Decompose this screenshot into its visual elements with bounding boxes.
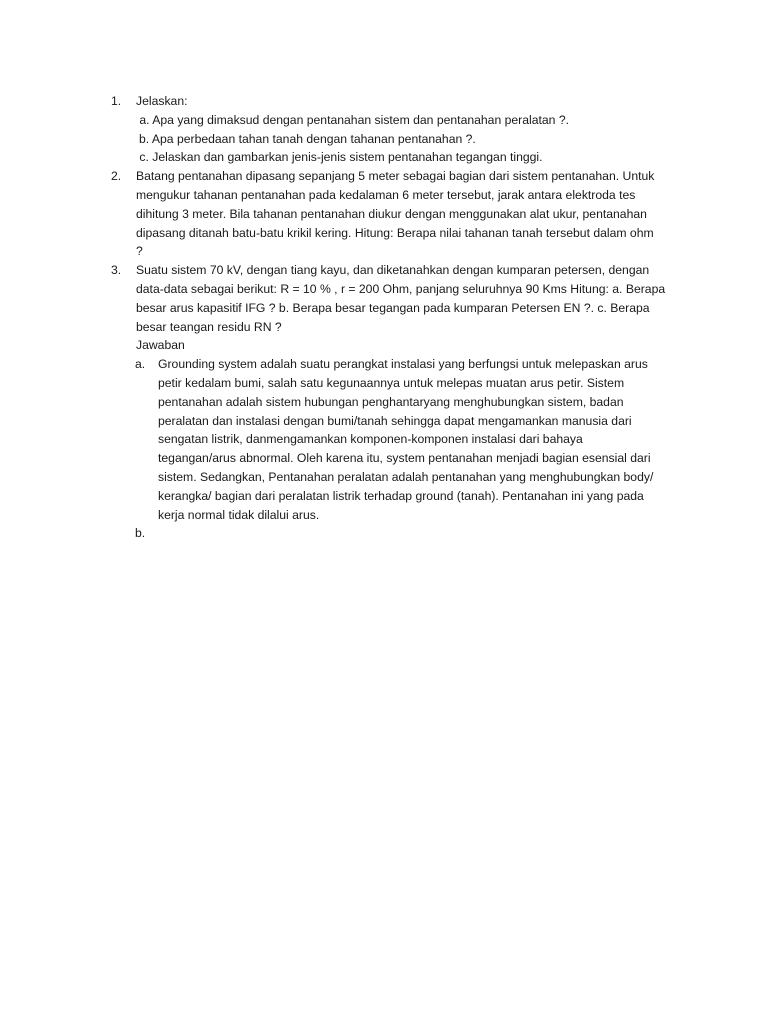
text-line: dipasang ditanah batu-batu krikil kering. Hitung: Berapa nilai tahanan tanah tersebut dalam ohm	[136, 225, 654, 240]
text-line: tegangan/arus abnormal. Oleh karena itu, system pentanahan menjadi bagian esensial dari	[158, 451, 651, 466]
sub-question-a: a. Apa yang dimaksud dengan pentanahan sistem dan pentanahan peralatan ?.	[136, 112, 569, 127]
text-line: Suatu sistem 70 kV, dengan tiang kayu, dan diketanahkan dengan kumparan petersen, dengan	[136, 263, 650, 278]
answer-a	[135, 355, 678, 524]
answer-letter: b.	[135, 526, 146, 541]
document-body	[0, 92, 768, 543]
answer-text	[158, 355, 678, 524]
text-line: pentanahan adalah sistem hubungan penghantaryang menghubungkan sistem, badan	[158, 394, 624, 409]
text-line: Grounding system adalah suatu perangkat instalasi yang berfungsi untuk melepaskan arus	[158, 357, 648, 372]
text-line: ?	[136, 244, 143, 259]
question-text	[136, 167, 678, 261]
text-line: petir kedalam bumi, salah satu kegunaannya untuk melepas muatan arus petir. Sistem	[158, 375, 625, 390]
sub-question-c: c. Jelaskan dan gambarkan jenis-jenis sistem pentanahan tegangan tinggi.	[136, 150, 543, 165]
question-text	[136, 92, 678, 111]
text-line: data-data sebagai berikut: R = 10 % , r = 200 Ohm, panjang seluruhnya 90 Kms Hitung: a. Berapa	[136, 281, 666, 296]
text-line: besar teangan residu RN ?	[136, 319, 282, 334]
text-line: besar arus kapasitif IFG ? b. Berapa besar tegangan pada kumparan Petersen EN ?. c. Berapa	[136, 300, 650, 315]
question-number: 1.	[111, 94, 122, 108]
question-2	[111, 167, 678, 261]
question-1	[111, 92, 678, 111]
answer-text	[158, 524, 678, 543]
question-3	[111, 261, 678, 355]
text-line: dihitung 3 meter. Bila tahanan pentanahan diukur dengan menggunakan alat ukur, pentanahan	[136, 206, 647, 221]
question-number: 2.	[111, 169, 122, 184]
answer-letter: a.	[135, 357, 146, 372]
answers-heading: Jawaban	[136, 338, 185, 353]
text-line: sistem. Sedangkan, Pentanahan peralatan adalah pentanahan yang menghubungkan body/	[158, 469, 654, 484]
question-text	[136, 261, 678, 355]
text-line: mengukur tahanan pentanahan pada kedalaman 6 meter tersebut, jarak antara elektroda tes	[136, 187, 636, 202]
sub-question-b: b. Apa perbedaan tahan tanah dengan tahanan pentanahan ?.	[139, 131, 476, 146]
text-line: kerangka/ bagian dari peralatan listrik terhadap ground (tanah). Pentanahan ini yang pada	[158, 488, 644, 503]
text-line: Batang pentanahan dipasang sepanjang 5 meter sebagai bagian dari sistem pentanahan. Untuk	[136, 169, 655, 184]
answer-b	[135, 524, 678, 543]
text-line: Jelaskan:	[136, 94, 188, 108]
question-number: 3.	[111, 263, 122, 278]
text-line: peralatan dan instalasi dengan bumi/tanah sehingga dapat mengamankan manusia dari	[158, 413, 632, 428]
text-line: sengatan listrik, danmengamankan komponen-komponen instalasi dari bahaya	[158, 432, 583, 447]
text-line: kerja normal tidak dilalui arus.	[158, 507, 320, 522]
